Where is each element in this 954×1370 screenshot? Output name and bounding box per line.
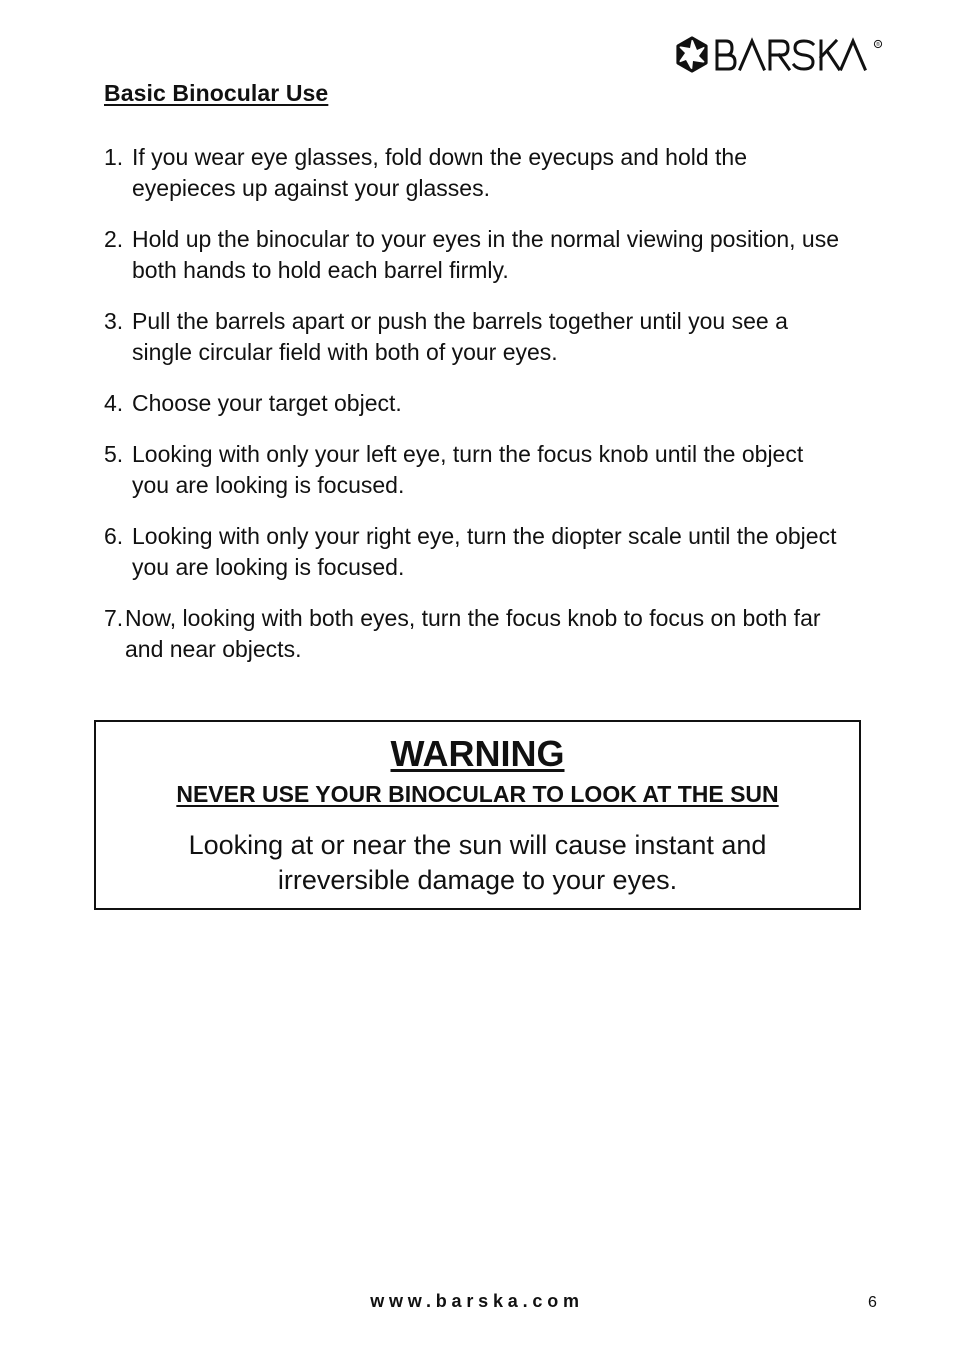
footer-website-link[interactable]: www.barska.com: [370, 1291, 584, 1311]
step-number: 5.: [104, 441, 124, 467]
warning-subtitle: NEVER USE YOUR BINOCULAR TO LOOK AT THE SUN: [176, 781, 779, 807]
step-number: 2.: [104, 226, 124, 252]
instruction-step: [104, 521, 844, 583]
warning-body: Looking at or near the sun will cause instant and irreversible damage to your eyes.: [188, 830, 767, 895]
instruction-step: [104, 388, 844, 419]
step-number: 7.: [104, 605, 124, 631]
step-text: Looking with only your right eye, turn the diopter scale until the object you are looking is focused.: [132, 523, 837, 580]
page-number: 6: [868, 1294, 877, 1311]
step-text: Choose your target object.: [132, 390, 402, 416]
step-text: Now, looking with both eyes, turn the focus knob to focus on both far and near objects.: [125, 605, 821, 662]
instruction-step: [104, 142, 844, 204]
warning-box: [94, 720, 861, 910]
step-number: 1.: [104, 144, 124, 170]
step-number: 3.: [104, 308, 124, 334]
step-text: Looking with only your left eye, turn the focus knob until the object you are looking is focused.: [132, 441, 804, 498]
warning-title: WARNING: [390, 733, 565, 774]
step-text: Hold up the binocular to your eyes in the normal viewing position, use both hands to hold each barrel firmly.: [132, 226, 840, 283]
instruction-step: [104, 439, 844, 501]
step-text: Pull the barrels apart or push the barrels together until you see a single circular field with both of your eyes.: [132, 308, 788, 365]
step-text: If you wear eye glasses, fold down the eyecups and hold the eyepieces up against your glasses.: [132, 144, 748, 201]
brand-logo: [673, 36, 887, 74]
step-number: 4.: [104, 390, 124, 416]
step-number: 6.: [104, 523, 124, 549]
instruction-step: [104, 306, 844, 368]
instruction-list: [104, 142, 844, 685]
instruction-step: [104, 224, 844, 286]
registered-mark: ®: [876, 42, 880, 48]
barska-logo-icon: [673, 36, 887, 74]
section-title: Basic Binocular Use: [104, 80, 329, 106]
instruction-step: [104, 603, 844, 665]
